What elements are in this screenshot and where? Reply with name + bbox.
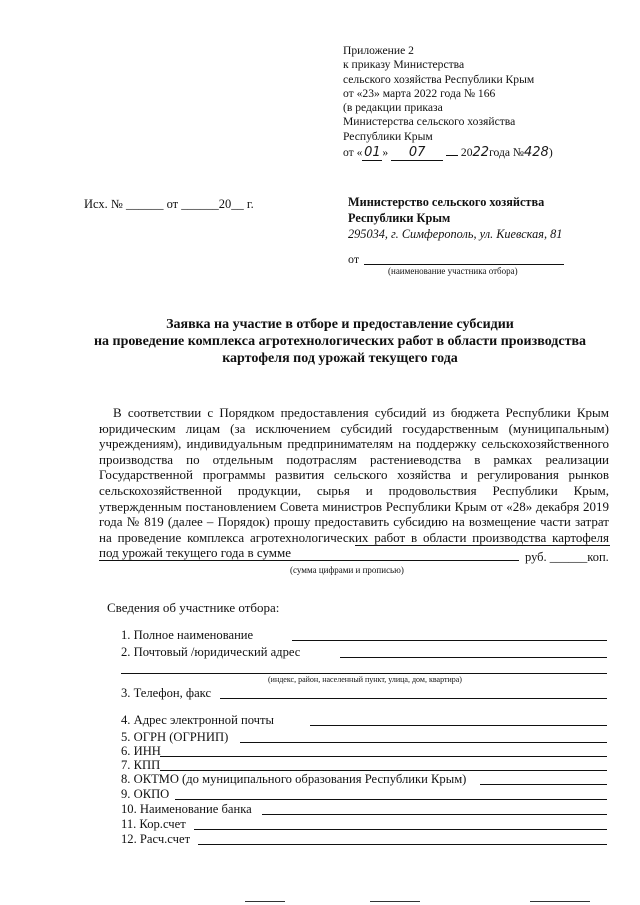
annex-line: от «23» марта 2022 года № 166: [343, 86, 496, 100]
field-okpo: 9. ОКПО: [121, 787, 170, 801]
annex-line: к приказу Министерства: [343, 58, 465, 72]
sum-blank-line-2: [99, 560, 519, 561]
request-text: В соответствии с Порядком предоставления субсидий из бюджета Республики Крым юридическим лицам (за исключением субсидий государственным (муниципальным) учреждениям), индивидуальным предпринимателям на поддержку сельскохозяйственного производства по отдельным подотраслям растениеводства в рамках реализации Государственной программы развития сельского хозяйства и регулирования рынков сельскохозяйственной продукции, сырья и продовольствия Республики Крым, утвержденным постановлением Совета министров Республики Крым от «28» декабря 2019 года № 819 (далее – Порядок) прошу предоставить субсидию на возмещение части затрат на проведение комплекса агротехнологических работ в области производства картофеля под урожай текущего года в сумме: [99, 405, 609, 561]
annex-line: сельского хозяйства Республики Крым: [343, 72, 535, 86]
field-full-name: 1. Полное наименование: [121, 628, 254, 642]
addressee-line: Республики Крым: [348, 211, 451, 225]
addressee-line: Министерство сельского хозяйства: [348, 195, 545, 209]
field-corr-account-line: [194, 829, 607, 830]
cutoff-line: [530, 901, 590, 902]
annex-line: Приложение 2: [343, 44, 414, 57]
annex-line: Республики Крым: [343, 129, 433, 143]
annex-amendment-line: [343, 145, 553, 161]
document-title: [40, 316, 640, 367]
addressee-block: [348, 194, 562, 242]
field-address-line: [340, 657, 607, 658]
request-paragraph: [99, 405, 609, 561]
annex-year-suffix: года №: [489, 146, 524, 160]
annex-year-prefix: 20: [460, 146, 473, 160]
field-address-line-2: [121, 673, 607, 674]
field-ogrn-line: [240, 742, 607, 743]
from-blank-line: [364, 264, 564, 265]
field-okpo-line: [175, 799, 607, 800]
field-full-name-line: [292, 640, 607, 641]
participant-heading: Сведения об участнике отбора:: [107, 600, 280, 615]
title-line: на проведение комплекса агротехнологических работ в области производства: [93, 334, 587, 349]
annex-block: [343, 44, 553, 161]
cutoff-line: [245, 901, 285, 902]
field-bank-name: 10. Наименование банка: [121, 802, 252, 816]
field-oktmo: 8. ОКТМО (до муниципального образования Республики Крым): [121, 772, 467, 786]
handwritten-number: 428: [524, 145, 549, 161]
sum-caption: (сумма цифрами и прописью): [290, 565, 404, 575]
field-kpp-line: [160, 770, 607, 771]
addressee-address: 295034, г. Симферополь, ул. Киевская, 81: [348, 227, 563, 241]
blank-line: [446, 145, 458, 156]
field-address: 2. Почтовый /юридический адрес: [121, 645, 301, 659]
annex-mid: »: [382, 146, 389, 160]
rub-kop-label: руб. ______коп.: [525, 550, 609, 564]
field-phone-fax: 3. Телефон, факс: [121, 686, 212, 700]
annex-line: (в редакции приказа: [343, 101, 443, 115]
title-line: картофеля под урожай текущего года: [222, 351, 458, 366]
outgoing-reference: Исх. № ______ от ______20__ г.: [84, 197, 254, 211]
field-corr-account: 11. Кор.счет: [121, 817, 186, 831]
field-oktmo-line: [480, 784, 607, 785]
sum-blank-line: [355, 545, 610, 546]
field-email: 4. Адрес электронной почты: [121, 713, 274, 727]
title-line: Заявка на участие в отборе и предоставление субсидии: [166, 317, 514, 332]
field-settlement-account: 12. Расч.счет: [121, 832, 191, 846]
from-label: от: [348, 252, 360, 266]
field-ogrn: 5. ОГРН (ОГРНИП): [121, 730, 229, 744]
annex-prefix: от «: [343, 146, 363, 160]
handwritten-year: 22: [472, 145, 490, 161]
address-caption: (индекс, район, населенный пункт, улица, дом, квартира): [268, 675, 462, 684]
field-settlement-account-line: [198, 844, 607, 845]
field-phone-fax-line: [220, 698, 607, 699]
field-inn: 6. ИНН: [121, 744, 161, 758]
cutoff-line: [370, 901, 420, 902]
from-caption: (наименование участника отбора): [388, 266, 518, 276]
annex-close: ): [548, 146, 553, 160]
field-kpp: 7. КПП: [121, 758, 161, 772]
annex-line: Министерства сельского хозяйства: [343, 115, 516, 129]
handwritten-day: 01: [364, 145, 381, 161]
field-bank-name-line: [262, 814, 607, 815]
field-email-line: [310, 725, 607, 726]
field-inn-line: [160, 756, 607, 757]
handwritten-month: 07: [391, 146, 443, 161]
